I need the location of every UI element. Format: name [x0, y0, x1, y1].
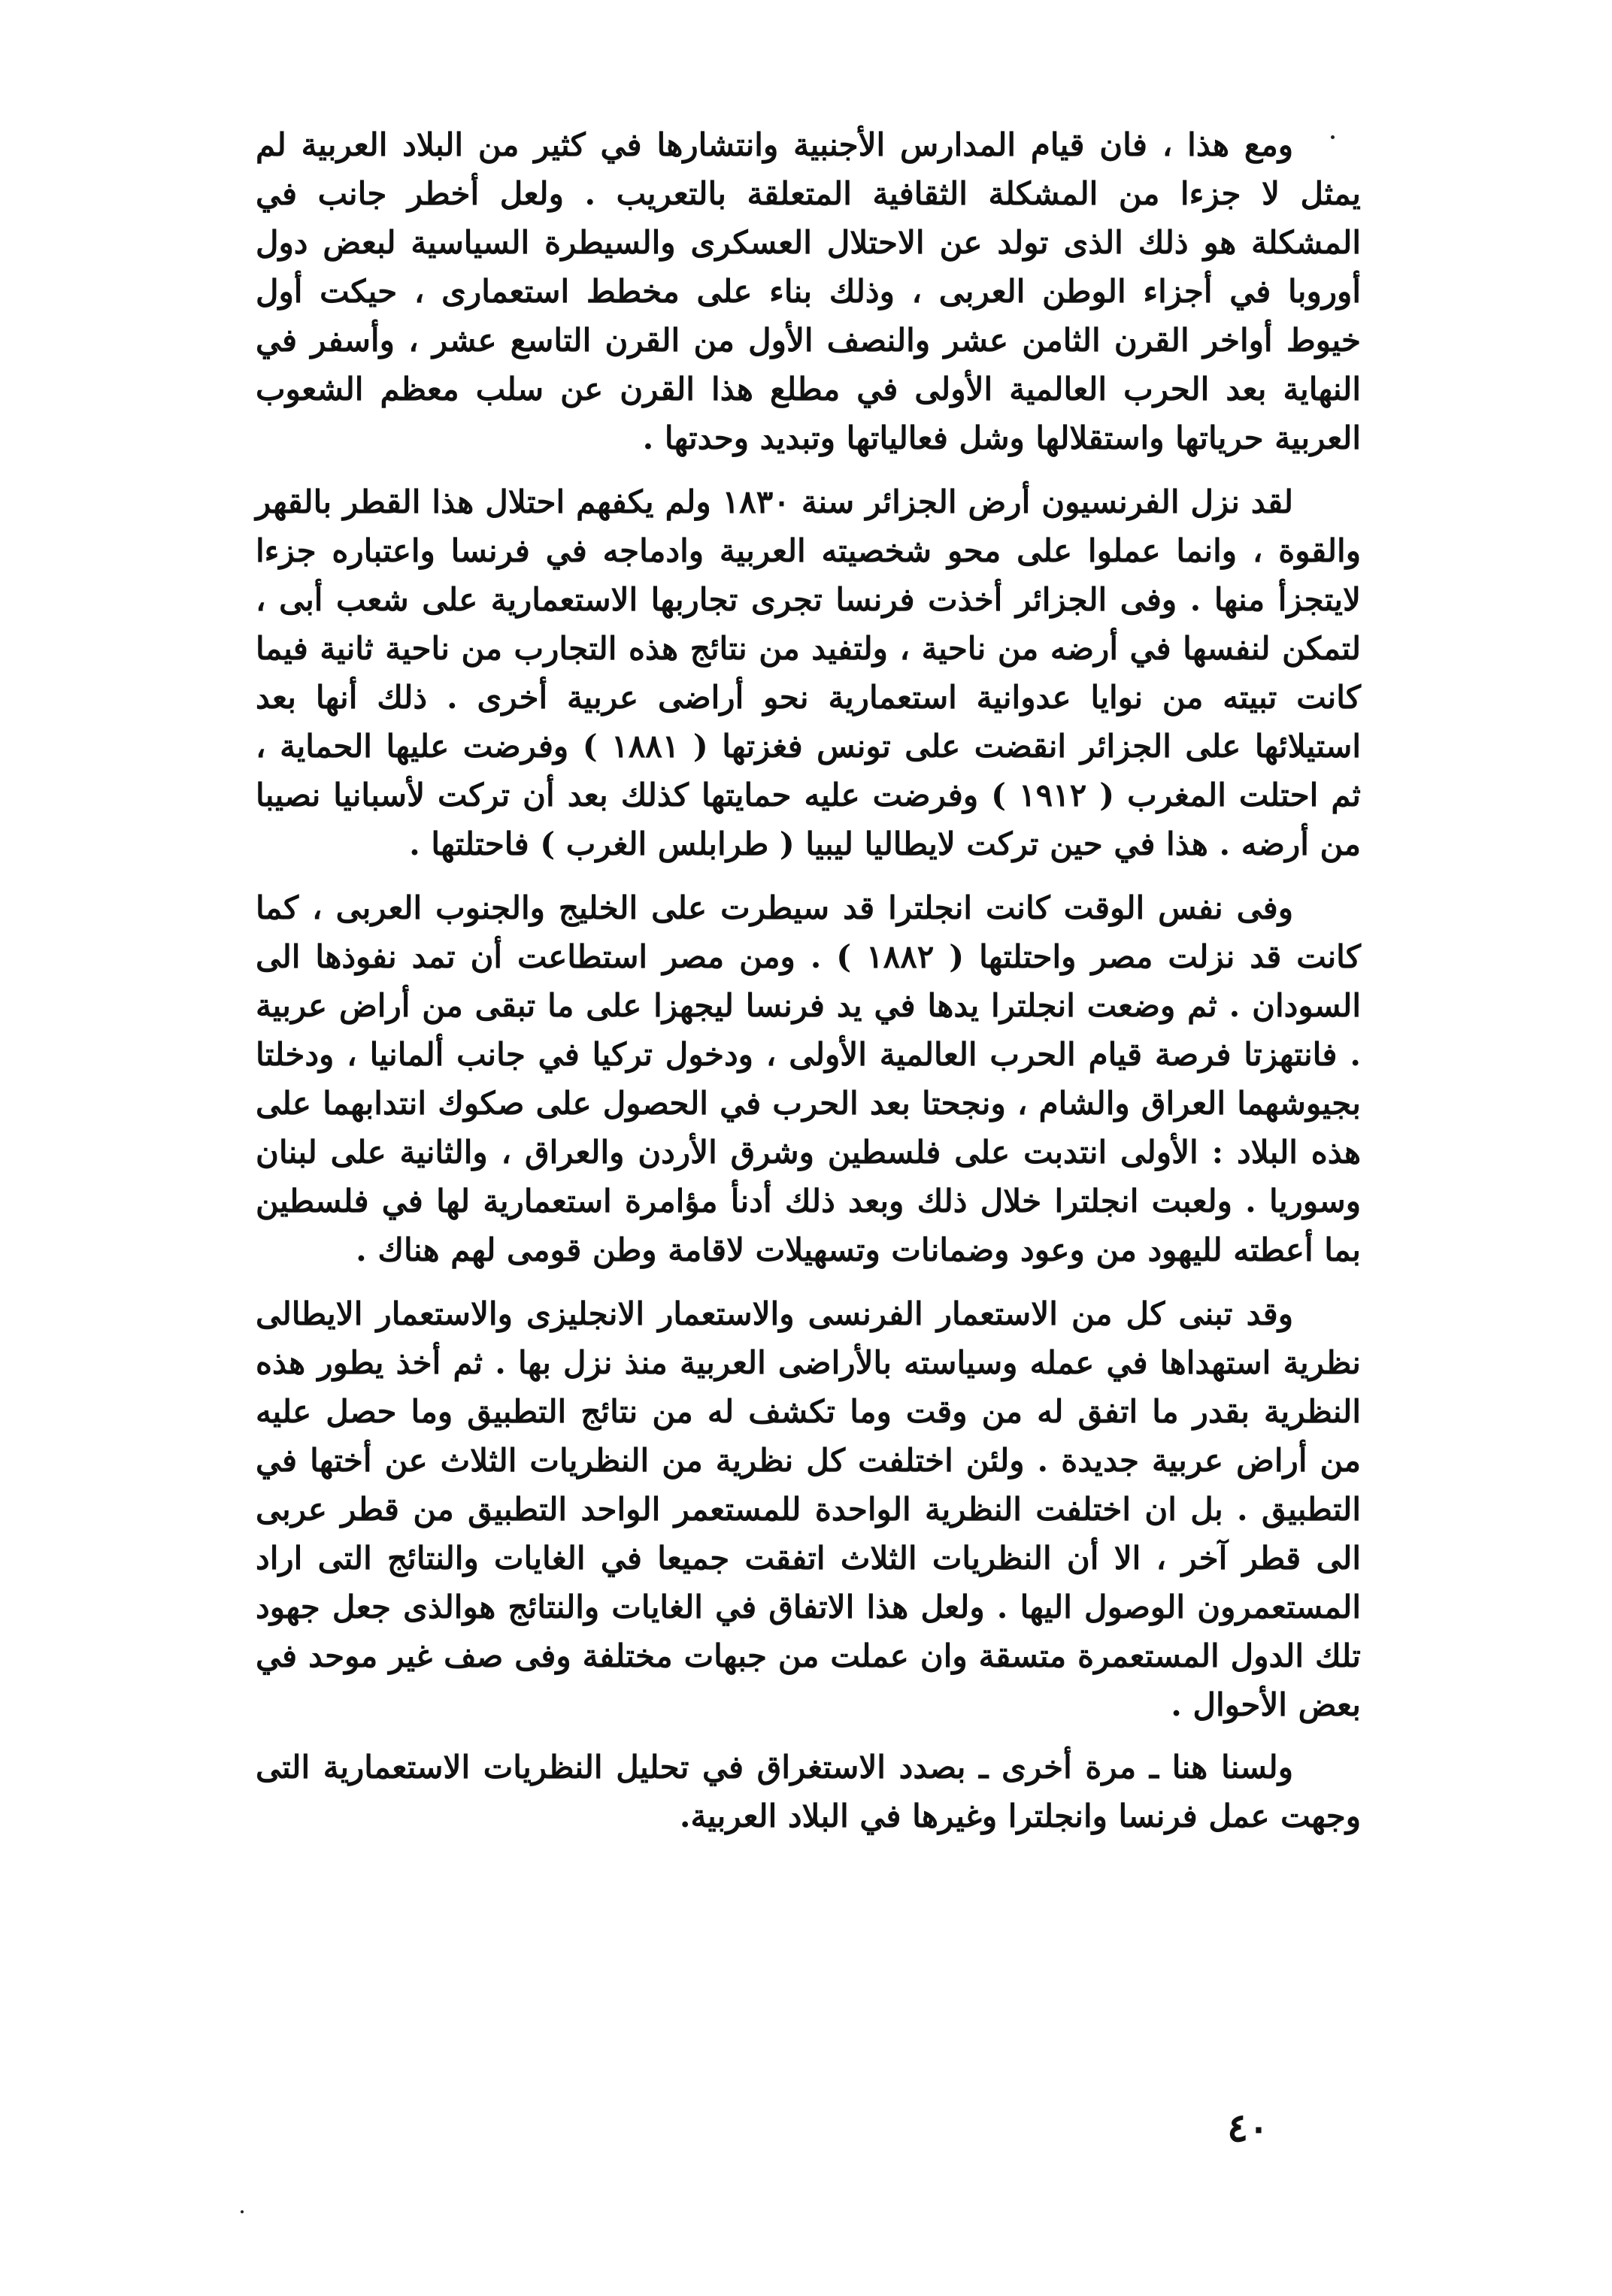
- paragraph-4: وقد تبنى كل من الاستعمار الفرنسى والاستعمار الانجليزى والاستعمار الايطالى نظرية استهداها في عمله وسياسته بالأراضى العربية منذ نزل بها . ثم أخذ يطور هذه النظرية بقدر ما اتفق له من وقت وما تكشف له من نتائج التطبيق وما حصل عليه من أراض عربية جديدة . ولئن اختلفت كل نظرية من النظريات الثلاث عن أختها في التطبيق . بل ان اختلفت النظرية الواحدة للمستعمر الواحد التطبيق من قطر عربى الى قطر آخر ، الا أن النظريات الثلاث اتفقت جميعا في الغايات والنتائج التى اراد المستعمرون الوصول اليها . ولعل هذا الاتفاق في الغايات والنتائج هوالذى جعل جهود تلك الدول المستعمرة متسقة وان عملت من جبهات مختلفة وفى صف غير موحد في بعض الأحوال .: [256, 1295, 1361, 1723]
- scan-speck: [241, 2210, 244, 2213]
- document-page: [256, 120, 1361, 2195]
- paragraph-5: ولسنا هنا ـ مرة أخرى ـ بصدد الاستغراق في تحليل النظريات الاستعمارية التى وجهت عمل فرنسا وانجلترا وغيرها في البلاد العربية.: [256, 1749, 1361, 1834]
- scan-speck: [1331, 135, 1335, 139]
- paragraph-1: ومع هذا ، فان قيام المدارس الأجنبية وانتشارها في كثير من البلاد العربية لم يمثل لا جزءا من المشكلة الثقافية المتعلقة بالتعريب . ولعل أخطر جانب في المشكلة هو ذلك الذى تولد عن الاحتلال العسكرى والسيطرة السياسية لبعض دول أوروبا في أجزاء الوطن العربى ، وذلك بناء على مخطط استعمارى ، حيكت أول خيوط أواخر القرن الثامن عشر والنصف الأول من القرن التاسع عشر ، وأسفر في النهاية بعد الحرب العالمية الأولى في مطلع هذا القرن عن سلب معظم الشعوب العربية حرياتها واستقلالها وشل فعالياتها وتبديد وحدتها .: [256, 126, 1361, 456]
- paragraph-2: لقد نزل الفرنسيون أرض الجزائر سنة ١٨٣٠ ولم يكفهم احتلال هذا القطر بالقهر والقوة ، وانما عملوا على محو شخصيته العربية وادماجه في فرنسا واعتباره جزءا لايتجزأ منها . وفى الجزائر أخذت فرنسا تجرى تجاربها الاستعمارية على شعب أبى ، لتمكن لنفسها في أرضه من ناحية ، ولتفيد من نتائج هذه التجارب من ناحية ثانية فيما كانت تبيته من نوايا عدوانية استعمارية نحو أراضى عربية أخرى . ذلك أنها بعد استيلائها على الجزائر انقضت على تونس فغزتها ( ١٨٨١ ) وفرضت عليها الحماية ، ثم احتلت المغرب ( ١٩١٢ ) وفرضت عليه حمايتها كذلك بعد أن تركت لأسبانيا نصيبا من أرضه . هذا في حين تركت لايطاليا ليبيا ( طرابلس الغرب ) فاحتلتها .: [256, 483, 1362, 862]
- page-number: ٤٠: [1227, 2105, 1269, 2151]
- paragraph-3: وفى نفس الوقت كانت انجلترا قد سيطرت على الخليج والجنوب العربى ، كما كانت قد نزلت مصر واحتلتها ( ١٨٨٢ ) . ومن مصر استطاعت أن تمد نفوذها الى السودان . ثم وضعت انجلترا يدها في يد فرنسا ليجهزا على ما تبقى من أراض عربية . فانتهزتا فرصة قيام الحرب العالمية الأولى ، ودخول تركيا في جانب ألمانيا ، ودخلتا بجيوشهما العراق والشام ، ونجحتا بعد الحرب في الحصول على صكوك انتدابهما على هذه البلاد : الأولى انتدبت على فلسطين وشرق الأردن والعراق ، والثانية على لبنان وسوريا . ولعبت انجلترا خلال ذلك وبعد ذلك أدنأ مؤامرة استعمارية لها في فلسطين بما أعطته لليهود من وعود وضمانات وتسهيلات لاقامة وطن قومى لهم هناك .: [256, 889, 1361, 1268]
